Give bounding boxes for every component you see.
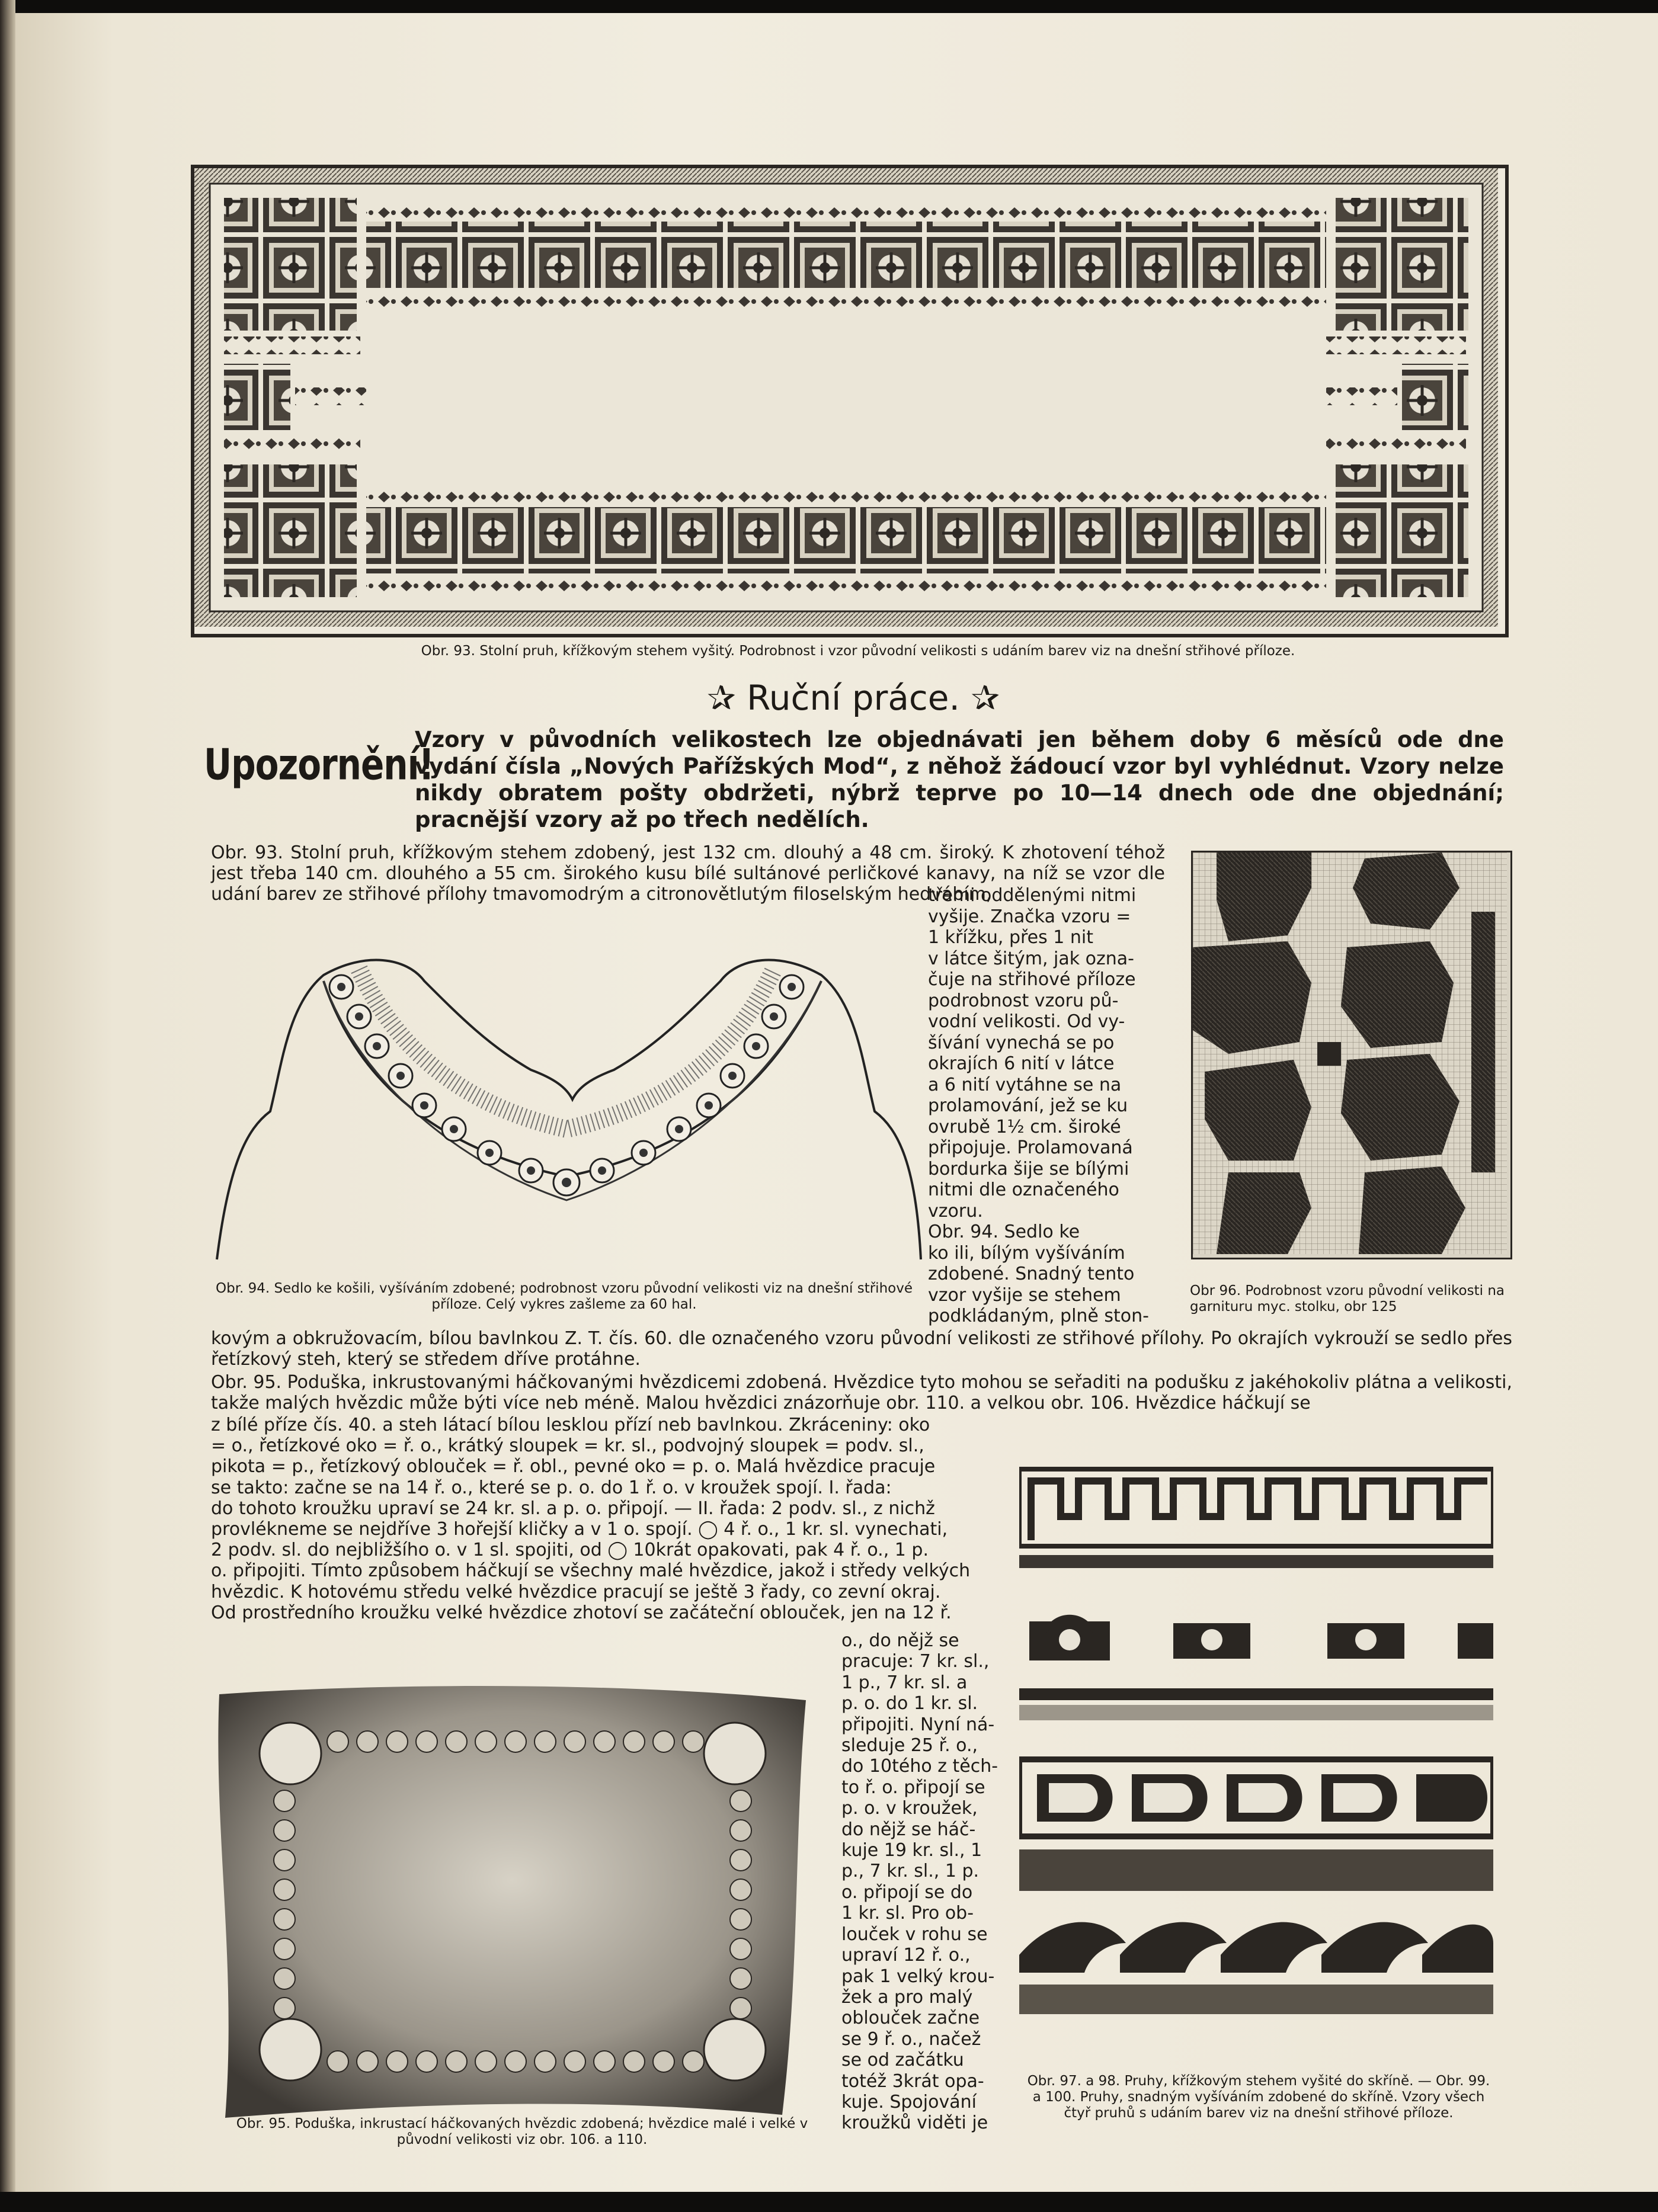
text-line: do 10tého z těch-	[841, 1756, 998, 1777]
notice-text: Vzory v původních velikostech lze objednávati jen během doby 6 měsíců ode dne vydání čísla „Nových Pařížských Mod“, z něhož žádoucí vzor byl vyhlédnut. Vzory nelze nikdy obratem pošty obdržeti, nýbrž teprve po 10—14 dnech ode dne objednání; pracnější vzory až po třech nedělích.	[415, 727, 1504, 832]
page-bottom-edge	[0, 2192, 1658, 2212]
star-right-icon: ✰	[971, 678, 1000, 718]
column-line: a 6 nití vytáhne se na	[928, 1074, 1122, 1095]
column-line: nitmi dle označeného	[928, 1179, 1119, 1200]
column-line: šívání vynechá se po	[928, 1032, 1115, 1053]
column-line: vzoru.	[928, 1200, 983, 1222]
figure-93-table-runner	[191, 165, 1509, 637]
star-left-icon: ✰	[707, 678, 736, 718]
text-line: o. připojí se do	[841, 1881, 973, 1903]
notice-heading: Upozornění!	[204, 739, 434, 790]
column-line: podkládaným, plně ston-	[928, 1306, 1149, 1326]
paragraph-95-left	[211, 1415, 1005, 1623]
figure-97-100-caption: Obr. 97. a 98. Pruhy, křížkovým stehem vyšité do skříně. — Obr. 99. a 100. Pruhy, snadným vyšíváním zdobené do skříně. Vzory všech čtyř pruhů s udáním barev viz na dnešní střihové příloze.	[1027, 2073, 1490, 2121]
text-line: z bílé příze čís. 40. a steh látací bílou lesklou přízí neb bavlnkou. Zkráceniny: oko	[211, 1415, 930, 1435]
column-line: okrajích 6 nití v látce	[928, 1053, 1115, 1074]
runner-pattern-graphic	[194, 168, 1498, 627]
page-binding-edge	[0, 0, 15, 2212]
column-line: podrobnost vzoru pů-	[928, 990, 1119, 1011]
figure-94-caption: Obr. 94. Sedlo ke košili, vyšíváním zdobené; podrobnost vzoru původní velikosti viz na dnešní střihové příloze. Celý vykres zašleme za 60 hal.	[216, 1281, 913, 1312]
column-line: zdobené. Snadný tento	[928, 1264, 1135, 1284]
text-line: pikota = p., řetízkový oblouček = ř. obl., pevné oko = p. o. Malá hvězdice pracuje	[211, 1456, 936, 1477]
text-line: hvězdic. K hotovému středu velké hvězdice pracují se ještě 3 řady, co zevní okraj.	[211, 1581, 941, 1602]
text-line: pracuje: 7 kr. sl.,	[841, 1651, 990, 1672]
text-line: provlékneme se nejdříve 3 hořejší kličky a v 1 o. spojí. ◯ 4 ř. o., 1 kr. sl. vynechati,	[211, 1519, 948, 1540]
paragraph-95-narrow	[841, 1630, 1013, 2134]
text-line: se od začátku	[841, 2050, 964, 2071]
text-line: upraví 12 ř. o.,	[841, 1945, 971, 1966]
text-line: p. o. do 1 kr. sl.	[841, 1693, 978, 1714]
text-line: připojiti. Nyní ná-	[841, 1714, 995, 1735]
text-line: p., 7 kr. sl., 1 p.	[841, 1861, 980, 1882]
pattern-detail-graphic	[1193, 852, 1507, 1254]
cushion-illustration	[213, 1682, 812, 2121]
figure-96-caption: Obr 96. Podrobnost vzoru původní velikosti na garnituru myc. stolku, obr 125	[1190, 1283, 1505, 1315]
column-line: prolamování, jež se ku	[928, 1095, 1128, 1116]
borders-illustration	[1019, 1451, 1493, 2067]
text-line: kuje. Spojování	[841, 2091, 977, 2112]
text-line: 1 kr. sl. Pro ob-	[841, 1903, 974, 1924]
text-line: kroužků viděti je	[841, 2112, 988, 2134]
column-line: vzor vyšije se stehem	[928, 1284, 1121, 1306]
text-line: se 9 ř. o., načež	[841, 2028, 981, 2050]
text-line: kuje 19 kr. sl., 1	[841, 1840, 982, 1861]
section-title-text: Ruční práce.	[747, 678, 960, 718]
text-line: o., do nějž se	[841, 1630, 959, 1651]
column-line: bordurka šije se bílými	[928, 1158, 1129, 1179]
figure-95-caption: Obr. 95. Poduška, inkrustací háčkovaných hvězdic zdobená; hvězdice malé i velké v původní velikosti viz obr. 106. a 110.	[236, 2116, 808, 2147]
column-line: Obr. 94. Sedlo ke	[928, 1222, 1080, 1242]
text-line: pak 1 velký krou-	[841, 1966, 995, 1987]
column-line: vyšije. Značka vzoru =	[928, 906, 1131, 927]
column-line: čuje na střihové příloze	[928, 969, 1136, 990]
column-line: třemi oddělenými nitmi	[928, 885, 1137, 906]
figure-96-pattern-detail	[1191, 851, 1512, 1259]
page-top-edge	[0, 0, 1658, 13]
text-line: 2 podv. sl. do nejbližšího o. v 1 sl. spojiti, od ◯ 10krát opakovati, pak 4 ř. o., 1 p.	[211, 1540, 929, 1561]
column-line: v látce šitým, jak ozna-	[928, 948, 1134, 969]
figure-94-yoke	[211, 916, 922, 1271]
text-line: se takto: začne se na 14 ř. o., které se p. o. do 1 ř. o. v kroužek spojí. I. řada:	[211, 1477, 892, 1498]
column-line: ko ili, bílým vyšíváním	[928, 1242, 1125, 1264]
text-line: oblouček začne	[841, 2008, 980, 2029]
paragraph-93-column	[928, 885, 1165, 1327]
text-line: = o., řetízkové oko = ř. o., krátký sloupek = kr. sl., podvojný sloupek = podv. sl.,	[211, 1435, 924, 1457]
text-line: sleduje 25 ř. o.,	[841, 1735, 978, 1756]
paragraph-95-intro: Obr. 95. Poduška, inkrustovanými háčkovanými hvězdicemi zdobená. Hvězdice tyto mohou se seřaditi na podušku z jakéhokoliv plátna a velikosti, takže malých hvězdic může býti více neb méně. Malou hvězdici znázorňuje obr. 110. a velkou obr. 106. Hvězdice háčkují se	[211, 1372, 1512, 1413]
text-line: do nějž se háč-	[841, 1819, 976, 1840]
text-line: o. připojiti. Tímto způsobem háčkují se všechny malé hvězdice, jakož i středy velkých	[211, 1560, 971, 1582]
text-line: louček v rohu se	[841, 1924, 988, 1945]
paragraph-94-end: kovým a obkružovacím, bílou bavlnkou Z. T. čís. 60. dle označeného vzoru původní velikosti ze střihové přílohy. Po okrajích vykrouží se sedlo přes řetízkový steh, který se středem dříve protáhne.	[211, 1328, 1512, 1370]
column-line: ovrubě 1½ cm. široké	[928, 1116, 1121, 1137]
text-line: žek a pro malý	[841, 1986, 973, 2008]
column-line: 1 křížku, přes 1 nit	[928, 927, 1094, 948]
text-line: Od prostředního kroužku velké hvězdice zhotoví se začáteční oblouček, jen na 12 ř.	[211, 1602, 952, 1623]
figure-95-cushion	[213, 1682, 812, 2121]
column-line: vodní velikosti. Od vy-	[928, 1011, 1125, 1032]
column-line: připojuje. Prolamovaná	[928, 1137, 1133, 1158]
yoke-illustration	[211, 916, 922, 1271]
text-line: to ř. o. připojí se	[841, 1777, 985, 1798]
paragraph-93-intro: Obr. 93. Stolní pruh, křížkovým stehem zdobený, jest 132 cm. dlouhý a 48 cm. široký. K zhotovení téhož jest třeba 140 cm. dlouhého a 55 cm. širokého kusu bílé sultánové perličkové kanavy, na níž se vzor dle udání barev ze střihové přílohy tmavomodrým a citronovětlutým filoselským hedvábím,	[211, 842, 1165, 905]
figure-97-100-borders	[1019, 1451, 1493, 2067]
section-title	[676, 674, 1031, 722]
figure-93-caption: Obr. 93. Stolní pruh, křížkovým stehem vyšitý. Podrobnost i vzor původní velikosti s udáním barev viz na dnešní střihové příloze.	[421, 643, 1295, 659]
text-line: do tohoto kroužku upraví se 24 kr. sl. a p. o. připojí. — II. řada: 2 podv. sl., z nichž	[211, 1498, 935, 1519]
text-line: 1 p., 7 kr. sl. a	[841, 1672, 968, 1693]
text-line: p. o. v kroužek,	[841, 1798, 978, 1819]
text-line: totéž 3krát opa-	[841, 2070, 984, 2092]
